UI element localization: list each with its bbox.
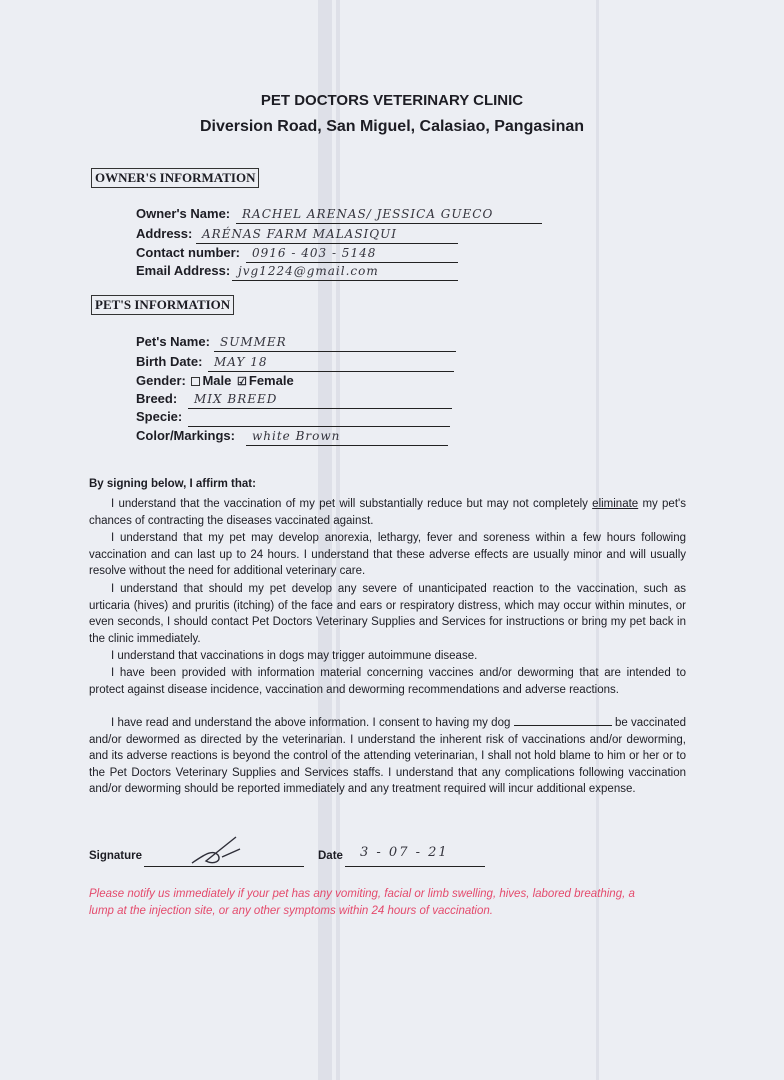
pet-name-value: SUMMER — [214, 333, 456, 352]
consent-paragraph-4: I understand that vaccinations in dogs may trigger autoimmune disease. — [111, 650, 478, 662]
specie-value — [188, 408, 450, 427]
address-value: ARÉNAS FARM MALASIQUI — [196, 225, 458, 244]
pet-section-title: PET'S INFORMATION — [91, 295, 234, 315]
pet-name-field[interactable] — [136, 334, 287, 352]
owner-name-label: Owner's Name: — [136, 206, 231, 221]
email-field[interactable] — [136, 263, 379, 281]
owner-name-field[interactable] — [136, 206, 494, 224]
consent-paragraph-1 — [89, 496, 686, 529]
contact-number-label: Contact number: — [136, 245, 240, 260]
gender-label: Gender: — [136, 373, 186, 388]
contact-number-value: 0916 - 403 - 5148 — [246, 244, 458, 263]
owner-name-value: RACHEL ARENAS/ JESSICA GUECO — [236, 205, 542, 224]
consent-paragraph-3: I understand that should my pet develop any severe of unanticipated reaction to the vaccination, such as urticaria (hives) and pruritis (itching) of the face and ears or respiratory distress, which may occur within minutes, or even seconds, I should contact Pet Doctors Veterinary Supplies and Services for instructions or bring my pet back in the clinic immediately. — [89, 583, 686, 645]
birth-date-value: MAY 18 — [208, 353, 454, 372]
owner-section-title: OWNER'S INFORMATION — [91, 168, 259, 188]
color-markings-field[interactable] — [136, 428, 341, 446]
male-label: Male — [202, 373, 232, 388]
date-value: 3 - 07 - 21 — [360, 845, 449, 860]
breed-label: Breed: — [136, 391, 178, 406]
color-markings-value: white Brown — [246, 427, 448, 446]
specie-label: Specie: — [136, 409, 183, 424]
p1-text-end: my pet's chances of contracting the diseases vaccinated against. — [89, 498, 686, 527]
breed-field[interactable] — [136, 391, 278, 409]
breed-value: MIX BREED — [188, 390, 452, 409]
dog-name-blank[interactable] — [514, 716, 612, 726]
clinic-name: PET DOCTORS VETERINARY CLINIC — [260, 92, 524, 109]
signature-scribble — [144, 835, 304, 865]
affirm-heading: By signing below, I affirm that: — [89, 478, 256, 490]
address-field[interactable] — [136, 226, 397, 244]
pet-name-label: Pet's Name: — [136, 334, 210, 349]
color-markings-label: Color/Markings: — [136, 428, 235, 443]
p6-text-end: be vaccinated and/or dewormed as directed by the veterinarian. I understand the inherent risk of vaccinations and/or deworming, and its adverse reactions is beyond the control of the attending veterinarian, I shall not hold blame to him or her or to the Pet Doctors Veterinary Supplies and Services staffs. I understand that any complications following vaccination and/or deworming should be reported immediately and any treatment required will incur additional expense. — [89, 717, 686, 796]
specie-field[interactable] — [136, 409, 182, 427]
gender-field[interactable] — [136, 373, 294, 391]
p6-text: I have read and understand the above information. I consent to having my dog — [111, 717, 511, 729]
date-label: Date — [318, 850, 343, 862]
clinic-address: Diversion Road, San Miguel, Calasiao, Pangasinan — [199, 118, 585, 135]
consent-paragraph-2: I understand that my pet may develop anorexia, lethargy, fever and soreness within a few hours following vaccination and can last up to 24 hours. I understand that these adverse effects are usually minor and will usually resolve without the need for additional veterinary care. — [89, 532, 686, 578]
p1-underlined: eliminate — [592, 498, 639, 510]
female-checkbox-checked[interactable]: ☑ — [237, 376, 247, 388]
vaccination-notice: Please notify us immediately if your pet has any vomiting, facial or limb swelling, hives, labored breathing, a lump at the injection site, or any other symptoms within 24 hours of vaccination. — [89, 888, 635, 917]
signature-label: Signature — [89, 850, 143, 862]
p1-text: I understand that the vaccination of my pet will substantially reduce but may not completely — [111, 498, 588, 510]
email-label: Email Address: — [136, 263, 231, 278]
male-checkbox[interactable] — [191, 377, 200, 386]
address-label: Address: — [136, 226, 193, 241]
consent-paragraph-5: I have been provided with information material concerning vaccines and/or deworming that are intended to protect against disease incidence, vaccination and deworming recommendations and adverse reactions. — [89, 667, 686, 696]
email-value: jvg1224@gmail.com — [232, 262, 458, 281]
contact-number-field[interactable] — [136, 245, 377, 263]
birth-date-field[interactable] — [136, 354, 268, 372]
birth-date-label: Birth Date: — [136, 354, 203, 369]
female-label: Female — [248, 373, 294, 388]
signature-line[interactable] — [144, 851, 304, 867]
consent-paragraph-6 — [89, 715, 686, 798]
